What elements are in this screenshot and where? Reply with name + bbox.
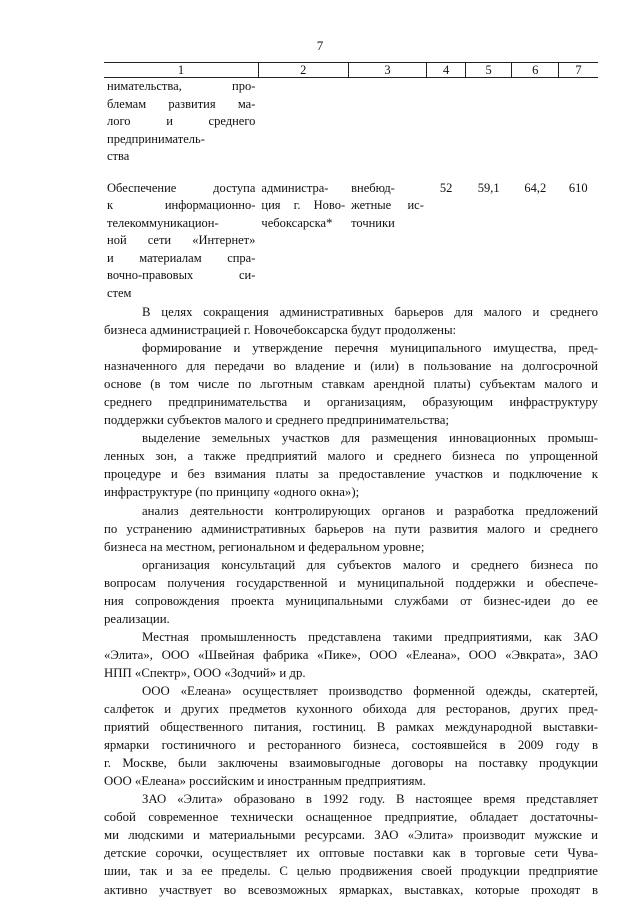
text-line: собой современное технически оснащенное предприятие, обладает достаточны-	[104, 810, 598, 825]
paragraph	[104, 429, 598, 501]
text-line: детские сорочки, осуществляет их оптовые поставки как в торговые сети Чува-	[104, 846, 598, 861]
cell-line: блемам развития ма-	[107, 96, 256, 111]
text-line: процедуре и без взимания платы за предоставление участков и подключение к	[104, 467, 598, 482]
table-cell-value	[512, 78, 559, 166]
text-line: анализ деятельности контролирующих органов и разработка предложений	[142, 503, 598, 518]
table-header-cell: 2	[258, 63, 348, 78]
table-header-row	[104, 63, 598, 78]
text-line: поддержки субъектов малого и среднего предпринимательства;	[104, 413, 450, 428]
text-line: ЗАО «Элита» образовано в 1992 году. В настоящее время представляет	[142, 792, 598, 807]
cell-line: ства	[107, 149, 130, 163]
text-line: ООО «Елеана» осуществляет производство форменной одежды, скатертей,	[142, 683, 598, 698]
program-table	[104, 62, 598, 302]
cell-line: внебюд-	[351, 180, 395, 195]
text-line: бизнеса на местном, региональном и федеральном уровне;	[104, 539, 425, 554]
text-line: Местная промышленность представлена такими предприятиями, как ЗАО	[142, 629, 598, 644]
cell-line: ной сети «Интернет»	[107, 233, 256, 247]
table-spacer-row	[104, 166, 598, 180]
text-line: выделение земельных участков для размещения инновационных промыш-	[142, 431, 598, 446]
document-body	[104, 303, 598, 899]
text-line: ми людскими и материальными ресурсами. ЗАО «Элита» производит мужские и	[104, 828, 598, 843]
text-line: г. Москве, были заключены взаимовыгодные договоры на поставку продукции	[104, 756, 598, 771]
text-line: салфеток и других предметов кухонного обихода для ресторанов, других пред-	[104, 702, 598, 717]
table-cell-value: 610	[568, 180, 588, 195]
text-line: ленных зон, а также предприятий малого и среднего бизнеса по упрощенной	[104, 449, 598, 464]
cell-line: предприниматель-	[107, 131, 205, 146]
text-line: ООО «Елеана» российским и иностранным предприятиям.	[104, 774, 426, 789]
cell-line: стем	[107, 285, 132, 300]
table-cell-value: 59,1	[477, 180, 500, 195]
table-cell-activity	[104, 78, 258, 166]
table-cell-value	[559, 78, 598, 166]
table-header-cell: 1	[104, 63, 258, 78]
table-cell-value: 52	[439, 180, 453, 195]
text-line: В целях сокращения административных барьеров для малого и среднего	[142, 305, 598, 319]
paragraph	[104, 339, 598, 429]
text-line: ярмарки гостиничного и ресторанного бизнеса, состоявшейся в 2009 году в	[104, 738, 598, 753]
text-line: по устранению административных барьеров на пути развития малого и среднего	[104, 521, 598, 536]
cell-line: к информационно-	[107, 198, 256, 212]
text-line: «Элита», ООО «Швейная фабрика «Пике», ООО «Елеана», ООО «Эвкрата», ЗАО	[104, 647, 598, 662]
cell-line: администра-	[261, 180, 329, 195]
text-line: ния сопровождения проекта муниципальными службами от бизнес-идеи до ее	[104, 593, 598, 608]
text-line: реализации.	[104, 611, 170, 626]
cell-line: ция г. Ново-	[261, 198, 346, 212]
table-cell-value: 64,2	[524, 180, 547, 195]
table-header-cell: 5	[465, 63, 512, 78]
table-cell-value	[465, 78, 512, 166]
paragraph	[104, 682, 598, 790]
text-line: бизнеса администрацией г. Новочебоксарска будут продолжены:	[104, 323, 457, 338]
cell-line: чебоксарска*	[261, 215, 333, 230]
text-line: среднего предпринимательства и организациям, образующим инфраструктуру	[104, 395, 598, 410]
table-cell-source	[348, 180, 427, 303]
text-line: инфраструктуре (по принципу «одного окна»);	[104, 485, 360, 500]
text-line: активно участвует во всевозможных ярмарках, выставках, которые проходят в	[104, 882, 598, 897]
text-line: формирование и утверждение перечня муниципального имущества, пред-	[142, 341, 598, 356]
table-header-cell: 7	[559, 63, 598, 78]
table-cell-executor	[258, 78, 348, 166]
cell-line: жетные ис-	[351, 198, 424, 212]
text-line: НПП «Спектр», ООО «Зодчий» и др.	[104, 665, 306, 680]
cell-line: и материалам спра-	[107, 250, 256, 265]
table-cell-executor	[258, 180, 348, 303]
paragraph	[104, 628, 598, 682]
table-cell-activity	[104, 180, 258, 303]
text-line: шии, так и за ее пределы. С целью продвижения своей продукции предприятие	[104, 864, 598, 879]
table-row	[104, 180, 598, 303]
cell-line: лого и среднего	[107, 114, 256, 128]
table-header-cell: 4	[427, 63, 465, 78]
cell-line: Обеспечение доступа	[107, 180, 256, 195]
text-line: организация консультаций для субъектов малого и среднего бизнеса по	[142, 557, 598, 572]
table-cell-source	[348, 78, 427, 166]
paragraph	[104, 303, 598, 339]
cell-line: нимательства, про-	[107, 79, 256, 93]
table-header-cell: 3	[348, 63, 427, 78]
cell-line: точники	[351, 215, 395, 230]
paragraph	[104, 790, 598, 898]
text-line: основе (в том числе по льготным ставкам арендной платы) субъектам малого и	[104, 377, 598, 392]
cell-line: вочно-правовых си-	[107, 268, 256, 282]
table-row	[104, 78, 598, 166]
paragraph	[104, 556, 598, 628]
text-line: назначенного для передачи во владение и (или) в пользование на долгосрочной	[104, 359, 598, 374]
text-line: вопросам получения государственной и муниципальной поддержки и обеспече-	[104, 575, 598, 590]
paragraph	[104, 502, 598, 556]
text-line: приятий общественного питания, гостиниц. В рамках международной выставки-	[104, 720, 598, 735]
table-cell-value	[427, 78, 465, 166]
page-number: 7	[316, 38, 324, 53]
cell-line: телекоммуникацион-	[107, 215, 219, 230]
table-header-cell: 6	[512, 63, 559, 78]
